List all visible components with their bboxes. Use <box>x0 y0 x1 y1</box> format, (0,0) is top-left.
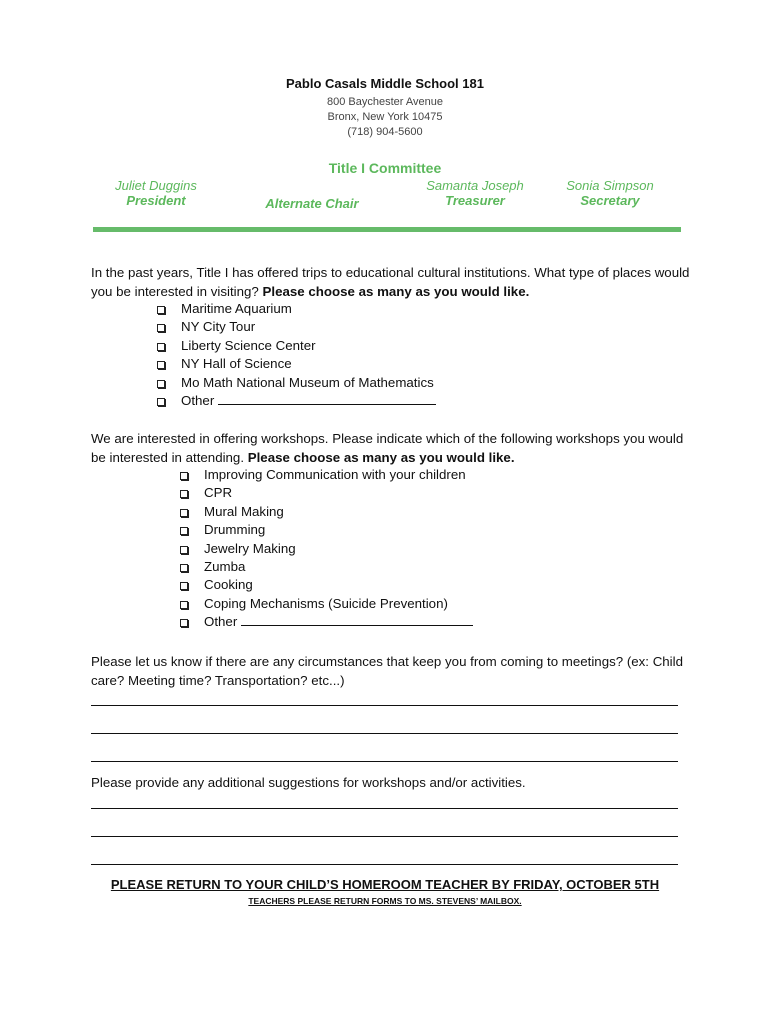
answer-line[interactable] <box>91 761 678 762</box>
checkbox-icon[interactable] <box>180 619 188 627</box>
officer-name: Sonia Simpson <box>566 178 654 193</box>
header-divider <box>93 227 681 232</box>
other-workshop-blank[interactable] <box>241 613 473 626</box>
checkbox-icon[interactable] <box>180 509 188 517</box>
return-notice: PLEASE RETURN TO YOUR CHILD’S HOMEROOM TEACHER BY FRIDAY, OCTOBER 5TH <box>110 877 660 892</box>
workshop-option[interactable]: Jewelry Making <box>180 540 473 558</box>
checkbox-icon[interactable] <box>180 527 188 535</box>
workshop-option[interactable]: Zumba <box>180 558 473 576</box>
answer-line[interactable] <box>91 864 678 865</box>
answer-line[interactable] <box>91 705 678 706</box>
checkbox-icon[interactable] <box>180 564 188 572</box>
other-trip-blank[interactable] <box>218 392 436 405</box>
checkbox-icon[interactable] <box>157 306 165 314</box>
answer-line[interactable] <box>91 733 678 734</box>
answer-line[interactable] <box>91 808 678 809</box>
circumstances-question: Please let us know if there are any circumstances that keep you from coming to meetings? (ex: Child care? Meeting time? Transportation? etc...) <box>91 654 683 688</box>
workshops-question-text: We are interested in offering workshops. Please indicate which of the following workshops you would be interested in attending. <box>91 431 684 465</box>
officer-role: Alternate Chair <box>265 196 359 211</box>
workshops-instruction: Please choose as many as you would like. <box>247 449 515 465</box>
checkbox-icon[interactable] <box>180 601 188 609</box>
checkbox-icon[interactable] <box>157 343 165 351</box>
checkbox-icon[interactable] <box>157 324 165 332</box>
teacher-notice: TEACHERS PLEASE RETURN FORMS TO MS. STEVENS’ MAILBOX. <box>248 896 522 906</box>
checkbox-icon[interactable] <box>180 490 188 498</box>
trip-option[interactable]: Liberty Science Center <box>157 337 436 355</box>
workshop-option-other[interactable]: Other <box>180 613 473 631</box>
trip-option[interactable]: Maritime Aquarium <box>157 300 436 318</box>
workshops-question <box>91 430 691 467</box>
trips-instruction: Please choose as many as you would like. <box>262 283 530 299</box>
trips-question <box>91 264 691 301</box>
trip-option[interactable]: NY City Tour <box>157 318 436 336</box>
officer-name: Juliet Duggins <box>115 178 197 193</box>
answer-line[interactable] <box>91 836 678 837</box>
phone-number: (718) 904-5600 <box>347 126 423 138</box>
suggestions-question: Please provide any additional suggestions for workshops and/or activities. <box>91 775 526 790</box>
school-name: Pablo Casals Middle School 181 <box>286 76 484 91</box>
officer-name <box>232 178 392 196</box>
officer-alternate-chair <box>232 178 392 211</box>
checkbox-icon[interactable] <box>157 361 165 369</box>
trips-options <box>157 300 436 410</box>
officer-role: Treasurer <box>445 193 505 208</box>
address-line-1: 800 Baychester Avenue <box>327 96 443 108</box>
workshop-option[interactable]: CPR <box>180 484 473 502</box>
workshops-options <box>180 466 473 632</box>
committee-title: Title I Committee <box>328 160 442 176</box>
trip-option-other[interactable]: Other <box>157 392 436 410</box>
checkbox-icon[interactable] <box>180 582 188 590</box>
trips-question-text: In the past years, Title I has offered trips to educational cultural institutions. What type of places would you be interested in visiting? <box>91 265 690 299</box>
workshop-option[interactable]: Improving Communication with your children <box>180 466 473 484</box>
workshop-option[interactable]: Cooking <box>180 576 473 594</box>
officer-role: Secretary <box>580 193 640 208</box>
workshop-option[interactable]: Mural Making <box>180 503 473 521</box>
checkbox-icon[interactable] <box>180 472 188 480</box>
workshop-option[interactable]: Coping Mechanisms (Suicide Prevention) <box>180 595 473 613</box>
checkbox-icon[interactable] <box>157 380 165 388</box>
checkbox-icon[interactable] <box>157 398 165 406</box>
trip-option[interactable]: Mo Math National Museum of Mathematics <box>157 374 436 392</box>
officer-name: Samanta Joseph <box>426 178 524 193</box>
officer-secretary <box>530 178 690 208</box>
trip-option[interactable]: NY Hall of Science <box>157 355 436 373</box>
checkbox-icon[interactable] <box>180 546 188 554</box>
officer-role: President <box>126 193 186 208</box>
officer-president <box>76 178 236 208</box>
address-line-2: Bronx, New York 10475 <box>327 111 443 123</box>
workshop-option[interactable]: Drumming <box>180 521 473 539</box>
